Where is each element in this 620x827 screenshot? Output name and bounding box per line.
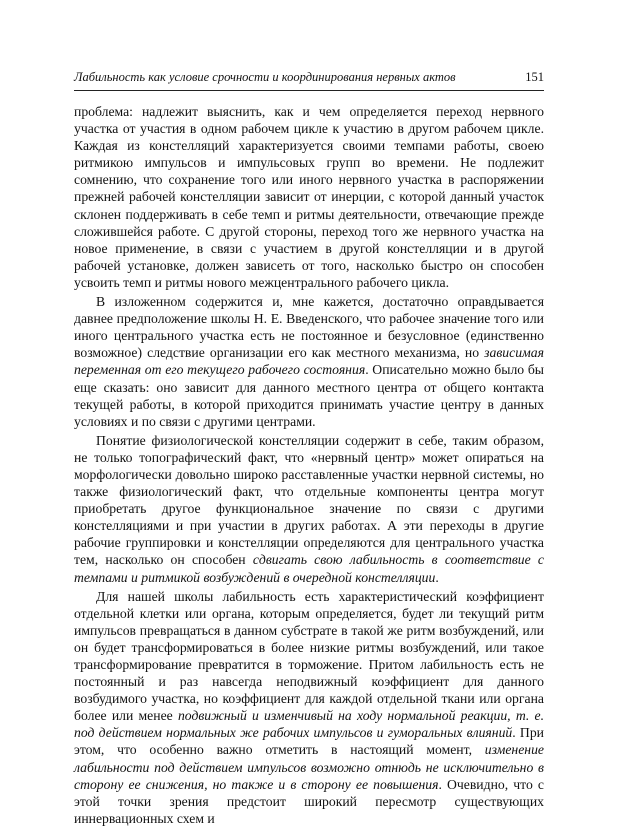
running-head (74, 68, 544, 86)
paragraph-4-text-b: . При этом, что особенно важно отметить в настоящий момент, (74, 725, 544, 758)
paragraph-1 (74, 103, 544, 291)
paragraph-4 (74, 588, 544, 827)
paragraph-4-text-c: . Очевидно, что с этой точки зрения предстоит широкий пересмотр существующих иннервационных схем и (74, 776, 544, 826)
paragraph-1-text: проблема: надлежит выяснить, как и чем определяется переход нервного участка от участия в одном рабочем цикле к участию в другом рабочем цикле. Каждая из констелляций характеризуется своими темпами работы, своею ритмикою импульсов и импульсовых групп во времени. Не подлежит сомнению, что сохранение того или иного нервного участка в распоряжении прежней рабочей констелляции зависит от инерции, с которой данный участок склонен поддерживать в себе темп и ритмы деятельности, отвечающие прежде сложившейся работе. С другой стороны, переход того же нервного участка на новое применение, в связи с участием в другой констелляции и в другой рабочей установке, должен зависеть от того, насколько быстро он способен усвоить темп и ритмы нового межцентрального рабочего цикла. (74, 104, 544, 290)
paragraph-2-text-b: . Описательно можно было бы еще сказать: оно зависит для данного местного центра от общего контакта текущей работы, в которой приходится принимать участие центру в данных условиях и по связи с другими центрами. (74, 362, 544, 429)
header-rule (74, 90, 544, 91)
body-text (74, 103, 544, 827)
page-number: 151 (525, 70, 544, 84)
paragraph-2 (74, 293, 544, 430)
paragraph-4-text-a: Для нашей школы лабильность есть характеристический коэффициент отдельной клетки или органа, которым определяется, будет ли текущий ритм импульсов превращаться в данном субстрате в такой же ритм возбуждений, или он будет трансформироваться в более низкие ритмы возбуждений, или такое трансформирование превратится в торможение. Притом лабильность есть не постоянный и раз навсегда неподвижный коэффициент для данного возбудимого участка, но коэффициент для каждой отдельной ткани или органа более или менее (74, 588, 544, 724)
paragraph-3 (74, 432, 544, 586)
paragraph-3-italic: сдвигать свою лабильность в соответствие с темпами и ритмикой возбуждений в очередной констелляции (74, 552, 544, 585)
paragraph-3-text-a: Понятие физиологической констелляции содержит в себе, таким образом, не только топографический факт, что «нервный центр» может опираться на морфологически довольно широко расставленные участки нервной системы, но также физиологический факт, что отдельные компоненты центра могут приобретать другое функциональное значение по связи с другими констелляциями и при участии в других работах. А эти переходы в другие рабочие группировки и констелляции определяются для центрального участка тем, насколько он способен (74, 432, 544, 568)
paragraph-2-italic: зависимая переменная от его текущего рабочего состояния (74, 345, 544, 378)
paragraph-2-text-a: В изложенном содержится и, мне кажется, достаточно оправдывается давнее предположение школы Н. Е. Введенского, что рабочее значение того или иного центрального участка есть не постоянное и безусловное (единственно возможное) следствие организации его как местного механизма, но (74, 294, 544, 361)
paragraph-3-text-b: . (435, 569, 439, 585)
paragraph-4-italic-b: изменение лабильности под действием импульсов возможно отнюдь не исключительно в сторону ее снижения, но также и в сторону ее повышения (74, 742, 544, 792)
paragraph-4-italic-a: подвижный и изменчивый на ходу нормальной реакции, т. е. под действием нормальных же рабочих импульсов и гуморальных влияний (74, 708, 544, 741)
running-title: Лабильность как условие срочности и координирования нервных актов (74, 70, 456, 84)
